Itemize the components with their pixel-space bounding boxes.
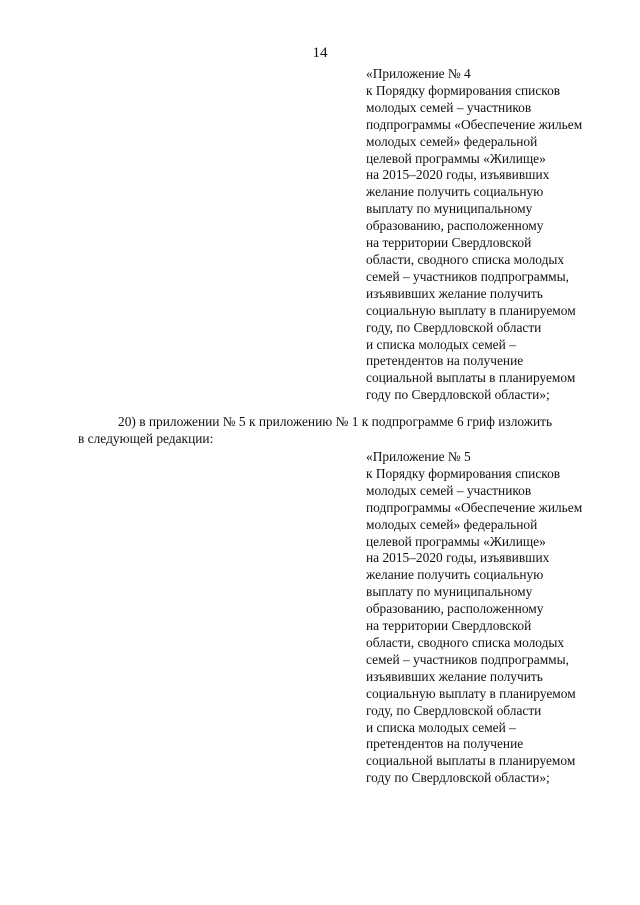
grif-line: и списка молодых семей – bbox=[366, 719, 516, 735]
grif-line: «Приложение № 4 bbox=[366, 66, 471, 81]
grif-line: году по Свердловской области»; bbox=[366, 770, 550, 786]
grif-line: подпрограммы «Обеспечение жильем bbox=[366, 116, 583, 132]
grif-line: претендентов на получение bbox=[366, 736, 524, 752]
grif-line: семей – участников подпрограммы, bbox=[366, 268, 569, 284]
grif-line: желание получить социальную bbox=[366, 567, 544, 583]
grif-line: к Порядку формирования списков bbox=[366, 82, 561, 98]
grif-line: году, по Свердловской области bbox=[366, 702, 542, 718]
paragraph-line-1: 20) в приложении № 5 к приложению № 1 к подпрограмме 6 гриф изложить bbox=[118, 414, 553, 429]
grif-line: выплату по муниципальному bbox=[366, 584, 533, 600]
grif-line: образованию, расположенному bbox=[366, 218, 544, 234]
grif-line: молодых семей – участников bbox=[366, 99, 532, 115]
grif-line: образованию, расположенному bbox=[366, 601, 544, 617]
grif-line: на территории Свердловской bbox=[366, 618, 532, 634]
grif-line: социальной выплаты в планируемом bbox=[366, 753, 576, 769]
grif-line: целевой программы «Жилище» bbox=[366, 150, 546, 166]
grif-line: изъявивших желание получить bbox=[366, 668, 543, 684]
grif-line: на 2015–2020 годы, изъявивших bbox=[366, 167, 550, 183]
grif-line: области, сводного списка молодых bbox=[366, 251, 565, 267]
appendix-5-grif bbox=[366, 449, 628, 787]
grif-line: молодых семей – участников bbox=[366, 482, 532, 498]
page-number: 14 bbox=[312, 45, 328, 61]
grif-line: году по Свердловской области»; bbox=[366, 387, 550, 403]
grif-line: молодых семей» федеральной bbox=[366, 133, 538, 149]
grif-line: изъявивших желание получить bbox=[366, 285, 543, 301]
grif-line: к Порядку формирования списков bbox=[366, 465, 561, 481]
grif-line: на территории Свердловской bbox=[366, 235, 532, 251]
grif-line: области, сводного списка молодых bbox=[366, 634, 565, 650]
appendix-4-grif bbox=[366, 66, 628, 404]
grif-line: социальной выплаты в планируемом bbox=[366, 370, 576, 386]
grif-line: социальную выплату в планируемом bbox=[366, 302, 576, 318]
grif-line: и списка молодых семей – bbox=[366, 336, 516, 352]
amendment-paragraph bbox=[78, 413, 608, 447]
grif-line: году, по Свердловской области bbox=[366, 319, 542, 335]
grif-line: на 2015–2020 годы, изъявивших bbox=[366, 550, 550, 566]
paragraph-line-2: в следующей редакции: bbox=[78, 431, 214, 446]
grif-line: выплату по муниципальному bbox=[366, 201, 533, 217]
grif-line: семей – участников подпрограммы, bbox=[366, 651, 569, 667]
grif-line: подпрограммы «Обеспечение жильем bbox=[366, 499, 583, 515]
grif-line: претендентов на получение bbox=[366, 353, 524, 369]
grif-line: социальную выплату в планируемом bbox=[366, 685, 576, 701]
grif-line: молодых семей» федеральной bbox=[366, 516, 538, 532]
grif-line: «Приложение № 5 bbox=[366, 449, 471, 464]
grif-line: целевой программы «Жилище» bbox=[366, 533, 546, 549]
grif-line: желание получить социальную bbox=[366, 184, 544, 200]
